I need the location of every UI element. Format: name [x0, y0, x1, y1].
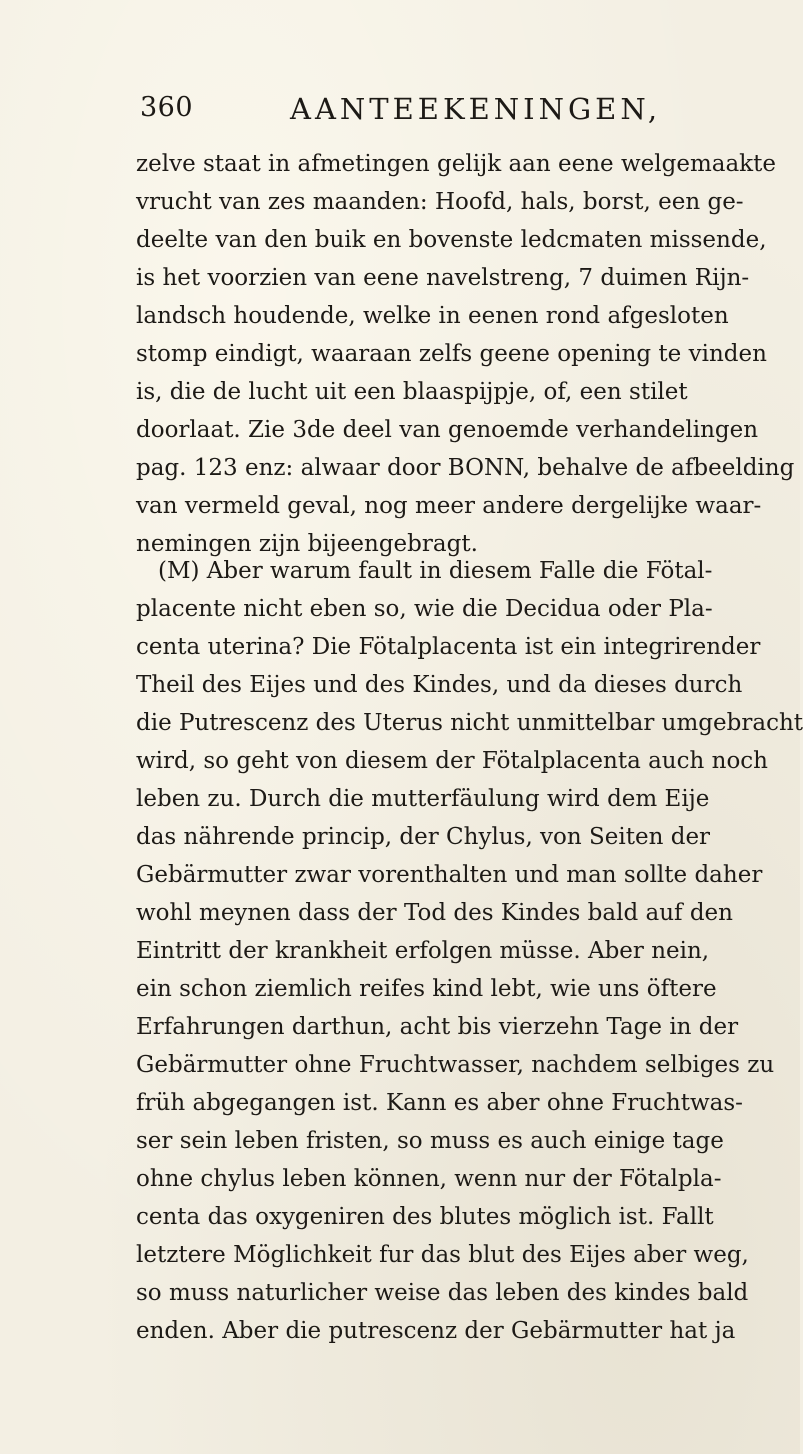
- text-line: zelve staat in afmetingen gelijk aan eene welgemaakte: [136, 151, 776, 177]
- text-line: früh abgegangen ist. Kann es aber ohne Fruchtwas-: [136, 1090, 743, 1116]
- text-line: (M) Aber warum fault in diesem Falle die Fötal-: [158, 558, 713, 584]
- text-line: ser sein leben fristen, so muss es auch einige tage: [136, 1128, 724, 1154]
- text-line: letztere Möglichkeit fur das blut des Eijes aber weg,: [136, 1242, 749, 1268]
- text-line: is het voorzien van eene navelstreng, 7 duimen Rijn-: [136, 265, 750, 291]
- text-line: Theil des Eijes und des Kindes, und da dieses durch: [136, 672, 743, 698]
- text-line: doorlaat. Zie 3de deel van genoemde verhandelingen: [136, 417, 759, 443]
- page-number: 360: [140, 92, 194, 123]
- text-line: nemingen zijn bijeengebragt.: [136, 531, 478, 557]
- text-line: die Putrescenz des Uterus nicht unmittelbar umgebracht: [136, 710, 803, 736]
- text-line: placente nicht eben so, wie die Decidua oder Pla-: [136, 596, 713, 622]
- text-line: wird, so geht von diesem der Fötalplacenta auch noch: [136, 748, 768, 774]
- text-line: centa uterina? Die Fötalplacenta ist ein integrirender: [136, 634, 761, 660]
- text-line: is, die de lucht uit een blaaspijpje, of, een stilet: [136, 379, 688, 405]
- text-line: wohl meynen dass der Tod des Kindes bald auf den: [136, 900, 733, 926]
- text-line: pag. 123 enz: alwaar door BONN, behalve de afbeelding: [136, 455, 795, 481]
- text-line: Eintritt der krankheit erfolgen müsse. Aber nein,: [136, 938, 710, 964]
- text-line: Gebärmutter ohne Fruchtwasser, nachdem selbiges zu: [136, 1052, 775, 1078]
- text-line: so muss naturlicher weise das leben des kindes bald: [136, 1280, 749, 1306]
- text-line: stomp eindigt, waaraan zelfs geene opening te vinden: [136, 341, 767, 367]
- text-line: enden. Aber die putrescenz der Gebärmutter hat ja: [136, 1318, 736, 1344]
- paragraph-german: [136, 552, 803, 1350]
- text-line: landsch houdende, welke in eenen rond afgesloten: [136, 303, 729, 329]
- text-line: van vermeld geval, nog meer andere dergelijke waar-: [136, 493, 762, 519]
- text-line: Gebärmutter zwar vorenthalten und man sollte daher: [136, 862, 763, 888]
- text-line: das nährende princip, der Chylus, von Seiten der: [136, 824, 711, 850]
- text-line: vrucht van zes maanden: Hoofd, hals, borst, een ge-: [136, 189, 744, 215]
- text-line: leben zu. Durch die mutterfäulung wird dem Eije: [136, 786, 710, 812]
- page-header: [140, 92, 660, 132]
- running-title: AANTEEKENINGEN,: [290, 92, 662, 126]
- text-line: centa das oxygeniren des blutes möglich ist. Fallt: [136, 1204, 714, 1230]
- text-line: ein schon ziemlich reifes kind lebt, wie uns öftere: [136, 976, 717, 1002]
- text-line: deelte van den buik en bovenste ledcmaten missende,: [136, 227, 767, 253]
- text-line: ohne chylus leben können, wenn nur der Fötalpla-: [136, 1166, 722, 1192]
- paragraph-dutch: [136, 145, 795, 563]
- text-line: Erfahrungen darthun, acht bis vierzehn Tage in der: [136, 1014, 739, 1040]
